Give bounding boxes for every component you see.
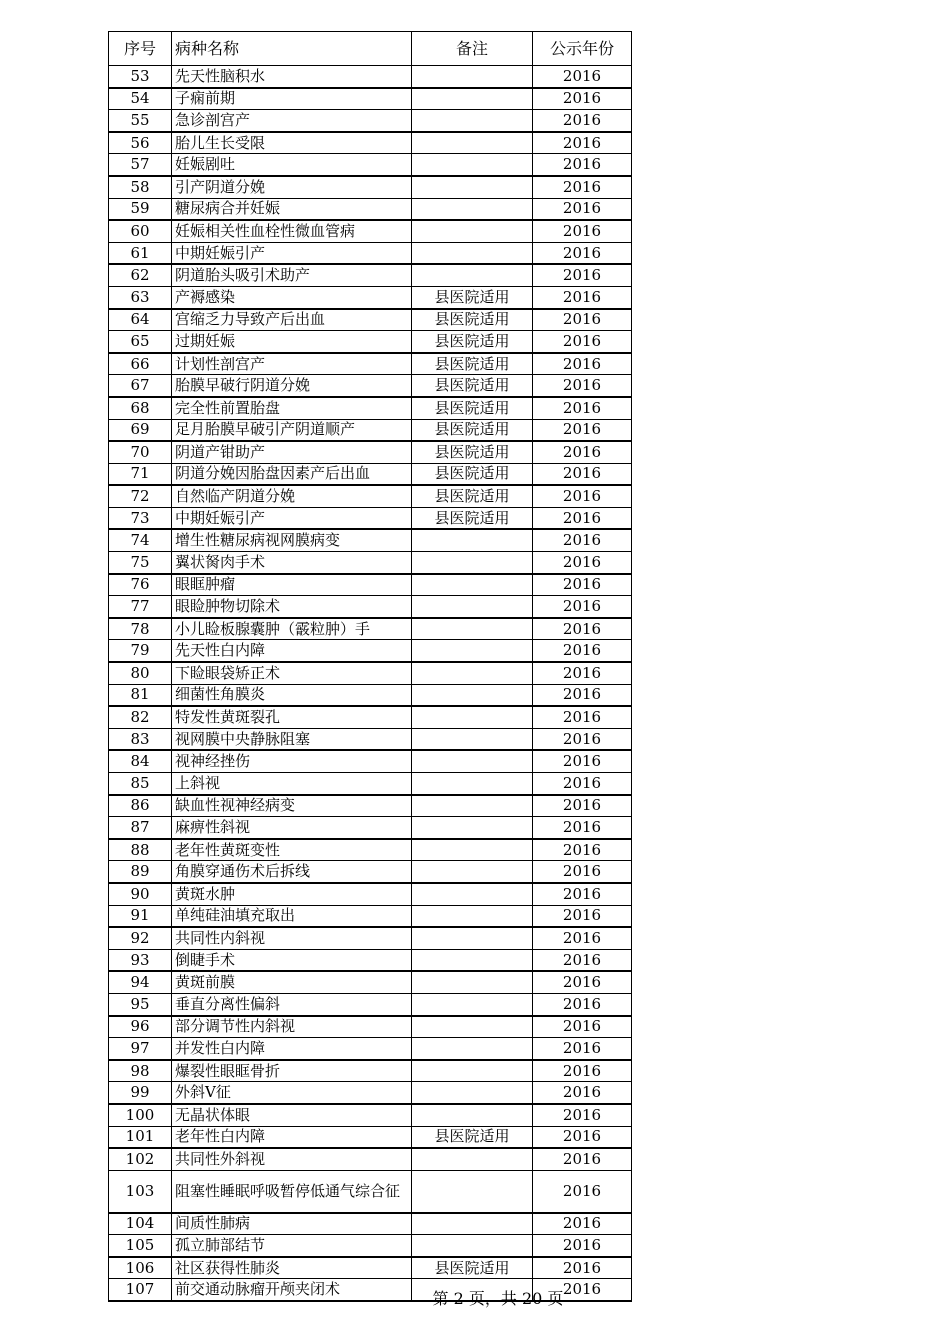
cell-serial-number: 79 bbox=[109, 640, 172, 662]
table-row bbox=[109, 397, 632, 419]
cell-remark: 县医院适用 bbox=[412, 441, 533, 463]
table-row bbox=[109, 993, 632, 1015]
table-row bbox=[109, 1170, 632, 1213]
cell-disease-name: 倒睫手术 bbox=[172, 949, 412, 971]
cell-year: 2016 bbox=[533, 1060, 632, 1082]
cell-disease-name: 老年性黄斑变性 bbox=[172, 839, 412, 861]
cell-disease-name: 完全性前置胎盘 bbox=[172, 397, 412, 419]
cell-disease-name: 阻塞性睡眠呼吸暂停低通气综合征 bbox=[172, 1170, 412, 1213]
table-row bbox=[109, 750, 632, 772]
cell-serial-number: 86 bbox=[109, 795, 172, 817]
cell-remark bbox=[412, 574, 533, 596]
cell-disease-name: 阴道分娩因胎盘因素产后出血 bbox=[172, 463, 412, 485]
cell-disease-name: 角膜穿通伤术后拆线 bbox=[172, 861, 412, 883]
cell-year: 2016 bbox=[533, 1082, 632, 1104]
cell-year: 2016 bbox=[533, 1279, 632, 1301]
table-row bbox=[109, 684, 632, 706]
cell-serial-number: 72 bbox=[109, 485, 172, 507]
cell-year: 2016 bbox=[533, 419, 632, 441]
cell-remark bbox=[412, 264, 533, 286]
cell-serial-number: 81 bbox=[109, 684, 172, 706]
cell-serial-number: 83 bbox=[109, 728, 172, 750]
table-row bbox=[109, 883, 632, 905]
cell-serial-number: 104 bbox=[109, 1213, 172, 1235]
cell-disease-name: 子痫前期 bbox=[172, 88, 412, 110]
cell-serial-number: 91 bbox=[109, 905, 172, 927]
cell-year: 2016 bbox=[533, 154, 632, 176]
table-row bbox=[109, 596, 632, 618]
cell-serial-number: 75 bbox=[109, 552, 172, 574]
cell-disease-name: 外斜V征 bbox=[172, 1082, 412, 1104]
cell-disease-name: 部分调节性内斜视 bbox=[172, 1016, 412, 1038]
cell-remark bbox=[412, 132, 533, 154]
table-row bbox=[109, 706, 632, 728]
cell-remark bbox=[412, 662, 533, 684]
cell-disease-name: 增生性糖尿病视网膜病变 bbox=[172, 529, 412, 551]
cell-serial-number: 56 bbox=[109, 132, 172, 154]
table-row bbox=[109, 1082, 632, 1104]
cell-year: 2016 bbox=[533, 176, 632, 198]
table-row bbox=[109, 419, 632, 441]
cell-remark: 县医院适用 bbox=[412, 353, 533, 375]
cell-disease-name: 眼眶肿瘤 bbox=[172, 574, 412, 596]
cell-remark bbox=[412, 220, 533, 242]
cell-year: 2016 bbox=[533, 1038, 632, 1060]
table-row bbox=[109, 949, 632, 971]
cell-year: 2016 bbox=[533, 1170, 632, 1213]
table-row bbox=[109, 66, 632, 88]
cell-disease-name: 黄斑前膜 bbox=[172, 971, 412, 993]
cell-year: 2016 bbox=[533, 993, 632, 1015]
header-disease-name: 病种名称 bbox=[172, 32, 412, 66]
cell-year: 2016 bbox=[533, 1213, 632, 1235]
table-row bbox=[109, 1235, 632, 1257]
cell-disease-name: 上斜视 bbox=[172, 773, 412, 795]
cell-disease-name: 中期妊娠引产 bbox=[172, 242, 412, 264]
cell-disease-name: 视神经挫伤 bbox=[172, 750, 412, 772]
cell-year: 2016 bbox=[533, 662, 632, 684]
cell-serial-number: 74 bbox=[109, 529, 172, 551]
cell-remark bbox=[412, 176, 533, 198]
cell-year: 2016 bbox=[533, 618, 632, 640]
cell-serial-number: 66 bbox=[109, 353, 172, 375]
cell-serial-number: 58 bbox=[109, 176, 172, 198]
cell-year: 2016 bbox=[533, 331, 632, 353]
cell-year: 2016 bbox=[533, 66, 632, 88]
cell-disease-name: 眼睑肿物切除术 bbox=[172, 596, 412, 618]
table-row bbox=[109, 110, 632, 132]
cell-year: 2016 bbox=[533, 574, 632, 596]
cell-disease-name: 社区获得性肺炎 bbox=[172, 1257, 412, 1279]
cell-disease-name: 中期妊娠引产 bbox=[172, 507, 412, 529]
cell-year: 2016 bbox=[533, 264, 632, 286]
cell-disease-name: 阴道产钳助产 bbox=[172, 441, 412, 463]
table-body bbox=[109, 66, 632, 1302]
cell-remark bbox=[412, 927, 533, 949]
cell-disease-name: 阴道胎头吸引术助产 bbox=[172, 264, 412, 286]
cell-disease-name: 视网膜中央静脉阻塞 bbox=[172, 728, 412, 750]
cell-disease-name: 黄斑水肿 bbox=[172, 883, 412, 905]
cell-serial-number: 57 bbox=[109, 154, 172, 176]
cell-disease-name: 细菌性角膜炎 bbox=[172, 684, 412, 706]
cell-serial-number: 101 bbox=[109, 1126, 172, 1148]
table-row bbox=[109, 132, 632, 154]
cell-year: 2016 bbox=[533, 1104, 632, 1126]
cell-serial-number: 95 bbox=[109, 993, 172, 1015]
cell-disease-name: 妊娠相关性血栓性微血管病 bbox=[172, 220, 412, 242]
table-row bbox=[109, 773, 632, 795]
cell-remark: 县医院适用 bbox=[412, 397, 533, 419]
cell-year: 2016 bbox=[533, 529, 632, 551]
cell-year: 2016 bbox=[533, 684, 632, 706]
cell-remark bbox=[412, 750, 533, 772]
cell-serial-number: 71 bbox=[109, 463, 172, 485]
cell-year: 2016 bbox=[533, 706, 632, 728]
cell-disease-name: 老年性白内障 bbox=[172, 1126, 412, 1148]
cell-remark bbox=[412, 640, 533, 662]
header-serial-number: 序号 bbox=[109, 32, 172, 66]
cell-remark bbox=[412, 861, 533, 883]
cell-disease-name: 无晶状体眼 bbox=[172, 1104, 412, 1126]
cell-disease-name: 共同性内斜视 bbox=[172, 927, 412, 949]
cell-disease-name: 产褥感染 bbox=[172, 286, 412, 308]
table-row bbox=[109, 618, 632, 640]
cell-year: 2016 bbox=[533, 883, 632, 905]
cell-disease-name: 翼状胬肉手术 bbox=[172, 552, 412, 574]
header-remark: 备注 bbox=[412, 32, 533, 66]
cell-serial-number: 85 bbox=[109, 773, 172, 795]
cell-serial-number: 64 bbox=[109, 309, 172, 331]
table-row bbox=[109, 905, 632, 927]
table-row bbox=[109, 971, 632, 993]
cell-remark bbox=[412, 773, 533, 795]
cell-disease-name: 先天性白内障 bbox=[172, 640, 412, 662]
table-row bbox=[109, 198, 632, 220]
cell-remark bbox=[412, 242, 533, 264]
cell-serial-number: 88 bbox=[109, 839, 172, 861]
cell-disease-name: 小儿睑板腺囊肿（霰粒肿）手 bbox=[172, 618, 412, 640]
cell-serial-number: 62 bbox=[109, 264, 172, 286]
cell-remark bbox=[412, 1213, 533, 1235]
cell-remark bbox=[412, 88, 533, 110]
table-row bbox=[109, 176, 632, 198]
cell-year: 2016 bbox=[533, 1126, 632, 1148]
cell-year: 2016 bbox=[533, 220, 632, 242]
cell-year: 2016 bbox=[533, 795, 632, 817]
cell-year: 2016 bbox=[533, 242, 632, 264]
cell-year: 2016 bbox=[533, 1016, 632, 1038]
table-row bbox=[109, 286, 632, 308]
cell-year: 2016 bbox=[533, 353, 632, 375]
cell-year: 2016 bbox=[533, 773, 632, 795]
table-row bbox=[109, 839, 632, 861]
cell-serial-number: 60 bbox=[109, 220, 172, 242]
cell-remark bbox=[412, 993, 533, 1015]
cell-remark bbox=[412, 1038, 533, 1060]
cell-remark bbox=[412, 684, 533, 706]
table-row bbox=[109, 220, 632, 242]
table-row bbox=[109, 1060, 632, 1082]
cell-year: 2016 bbox=[533, 949, 632, 971]
cell-year: 2016 bbox=[533, 927, 632, 949]
cell-remark: 县医院适用 bbox=[412, 331, 533, 353]
table-row bbox=[109, 1257, 632, 1279]
table-row bbox=[109, 264, 632, 286]
cell-disease-name: 缺血性视神经病变 bbox=[172, 795, 412, 817]
cell-year: 2016 bbox=[533, 485, 632, 507]
table-row bbox=[109, 817, 632, 839]
table-row bbox=[109, 463, 632, 485]
cell-remark bbox=[412, 817, 533, 839]
cell-serial-number: 100 bbox=[109, 1104, 172, 1126]
cell-serial-number: 53 bbox=[109, 66, 172, 88]
cell-serial-number: 102 bbox=[109, 1148, 172, 1170]
table-row bbox=[109, 1213, 632, 1235]
cell-serial-number: 77 bbox=[109, 596, 172, 618]
header-row bbox=[109, 32, 632, 66]
cell-remark: 县医院适用 bbox=[412, 419, 533, 441]
cell-year: 2016 bbox=[533, 88, 632, 110]
cell-remark bbox=[412, 154, 533, 176]
cell-serial-number: 89 bbox=[109, 861, 172, 883]
cell-serial-number: 96 bbox=[109, 1016, 172, 1038]
table-row bbox=[109, 574, 632, 596]
table-row bbox=[109, 1104, 632, 1126]
cell-year: 2016 bbox=[533, 309, 632, 331]
cell-year: 2016 bbox=[533, 463, 632, 485]
cell-disease-name: 妊娠剧吐 bbox=[172, 154, 412, 176]
cell-year: 2016 bbox=[533, 971, 632, 993]
cell-disease-name: 足月胎膜早破引产阴道顺产 bbox=[172, 419, 412, 441]
cell-disease-name: 前交通动脉瘤开颅夹闭术 bbox=[172, 1279, 412, 1301]
cell-remark bbox=[412, 1104, 533, 1126]
table-row bbox=[109, 662, 632, 684]
cell-serial-number: 107 bbox=[109, 1279, 172, 1301]
cell-serial-number: 106 bbox=[109, 1257, 172, 1279]
cell-serial-number: 87 bbox=[109, 817, 172, 839]
cell-remark bbox=[412, 728, 533, 750]
table-row bbox=[109, 640, 632, 662]
table-row bbox=[109, 1038, 632, 1060]
cell-disease-name: 单纯硅油填充取出 bbox=[172, 905, 412, 927]
table-row bbox=[109, 441, 632, 463]
table-row bbox=[109, 242, 632, 264]
cell-remark bbox=[412, 618, 533, 640]
cell-remark bbox=[412, 596, 533, 618]
cell-disease-name: 引产阴道分娩 bbox=[172, 176, 412, 198]
page-footer: 第 2 页，共 20 页 bbox=[432, 1289, 564, 1308]
cell-year: 2016 bbox=[533, 1235, 632, 1257]
cell-disease-name: 特发性黄斑裂孔 bbox=[172, 706, 412, 728]
cell-year: 2016 bbox=[533, 1148, 632, 1170]
cell-disease-name: 间质性肺病 bbox=[172, 1213, 412, 1235]
cell-year: 2016 bbox=[533, 750, 632, 772]
cell-serial-number: 70 bbox=[109, 441, 172, 463]
cell-year: 2016 bbox=[533, 905, 632, 927]
cell-disease-name: 过期妊娠 bbox=[172, 331, 412, 353]
cell-serial-number: 67 bbox=[109, 375, 172, 397]
cell-year: 2016 bbox=[533, 861, 632, 883]
cell-remark bbox=[412, 552, 533, 574]
cell-disease-name: 胎儿生长受限 bbox=[172, 132, 412, 154]
cell-disease-name: 先天性脑积水 bbox=[172, 66, 412, 88]
cell-remark bbox=[412, 795, 533, 817]
cell-disease-name: 计划性剖宫产 bbox=[172, 353, 412, 375]
cell-serial-number: 82 bbox=[109, 706, 172, 728]
cell-year: 2016 bbox=[533, 198, 632, 220]
cell-serial-number: 61 bbox=[109, 242, 172, 264]
cell-year: 2016 bbox=[533, 552, 632, 574]
cell-disease-name: 下睑眼袋矫正术 bbox=[172, 662, 412, 684]
cell-year: 2016 bbox=[533, 728, 632, 750]
cell-remark bbox=[412, 905, 533, 927]
table-row bbox=[109, 927, 632, 949]
cell-disease-name: 糖尿病合并妊娠 bbox=[172, 198, 412, 220]
cell-remark bbox=[412, 198, 533, 220]
cell-serial-number: 73 bbox=[109, 507, 172, 529]
table-row bbox=[109, 507, 632, 529]
cell-serial-number: 80 bbox=[109, 662, 172, 684]
cell-serial-number: 92 bbox=[109, 927, 172, 949]
cell-remark: 县医院适用 bbox=[412, 463, 533, 485]
cell-remark: 县医院适用 bbox=[412, 485, 533, 507]
cell-year: 2016 bbox=[533, 839, 632, 861]
cell-disease-name: 麻痹性斜视 bbox=[172, 817, 412, 839]
cell-disease-name: 宫缩乏力导致产后出血 bbox=[172, 309, 412, 331]
cell-remark: 县医院适用 bbox=[412, 1126, 533, 1148]
cell-year: 2016 bbox=[533, 286, 632, 308]
cell-remark bbox=[412, 839, 533, 861]
table-row bbox=[109, 728, 632, 750]
cell-serial-number: 78 bbox=[109, 618, 172, 640]
table-row bbox=[109, 485, 632, 507]
cell-year: 2016 bbox=[533, 110, 632, 132]
cell-remark bbox=[412, 1060, 533, 1082]
cell-serial-number: 93 bbox=[109, 949, 172, 971]
table-row bbox=[109, 88, 632, 110]
table-row bbox=[109, 795, 632, 817]
cell-remark: 县医院适用 bbox=[412, 1257, 533, 1279]
cell-year: 2016 bbox=[533, 640, 632, 662]
cell-remark: 县医院适用 bbox=[412, 309, 533, 331]
cell-serial-number: 63 bbox=[109, 286, 172, 308]
table-row bbox=[109, 375, 632, 397]
table-row bbox=[109, 552, 632, 574]
table-row bbox=[109, 154, 632, 176]
cell-serial-number: 76 bbox=[109, 574, 172, 596]
cell-remark bbox=[412, 1148, 533, 1170]
cell-disease-name: 共同性外斜视 bbox=[172, 1148, 412, 1170]
cell-year: 2016 bbox=[533, 817, 632, 839]
table-row bbox=[109, 353, 632, 375]
cell-remark bbox=[412, 1082, 533, 1104]
cell-remark bbox=[412, 529, 533, 551]
cell-year: 2016 bbox=[533, 132, 632, 154]
cell-disease-name: 孤立肺部结节 bbox=[172, 1235, 412, 1257]
cell-serial-number: 97 bbox=[109, 1038, 172, 1060]
cell-year: 2016 bbox=[533, 596, 632, 618]
cell-disease-name: 自然临产阴道分娩 bbox=[172, 485, 412, 507]
cell-serial-number: 84 bbox=[109, 750, 172, 772]
table-row bbox=[109, 1016, 632, 1038]
cell-serial-number: 105 bbox=[109, 1235, 172, 1257]
cell-remark bbox=[412, 110, 533, 132]
cell-disease-name: 爆裂性眼眶骨折 bbox=[172, 1060, 412, 1082]
cell-serial-number: 55 bbox=[109, 110, 172, 132]
cell-disease-name: 胎膜早破行阴道分娩 bbox=[172, 375, 412, 397]
cell-disease-name: 并发性白内障 bbox=[172, 1038, 412, 1060]
cell-year: 2016 bbox=[533, 397, 632, 419]
cell-remark bbox=[412, 883, 533, 905]
table-row bbox=[109, 861, 632, 883]
cell-remark bbox=[412, 1235, 533, 1257]
cell-remark bbox=[412, 949, 533, 971]
table-row bbox=[109, 1148, 632, 1170]
cell-serial-number: 98 bbox=[109, 1060, 172, 1082]
cell-remark bbox=[412, 66, 533, 88]
cell-serial-number: 103 bbox=[109, 1170, 172, 1213]
cell-remark: 县医院适用 bbox=[412, 507, 533, 529]
cell-remark bbox=[412, 971, 533, 993]
cell-year: 2016 bbox=[533, 507, 632, 529]
header-year: 公示年份 bbox=[533, 32, 632, 66]
cell-serial-number: 65 bbox=[109, 331, 172, 353]
cell-remark: 县医院适用 bbox=[412, 375, 533, 397]
cell-serial-number: 68 bbox=[109, 397, 172, 419]
cell-serial-number: 94 bbox=[109, 971, 172, 993]
cell-disease-name: 垂直分离性偏斜 bbox=[172, 993, 412, 1015]
cell-serial-number: 69 bbox=[109, 419, 172, 441]
table-row bbox=[109, 331, 632, 353]
cell-remark bbox=[412, 1016, 533, 1038]
cell-year: 2016 bbox=[533, 1257, 632, 1279]
cell-serial-number: 59 bbox=[109, 198, 172, 220]
cell-disease-name: 急诊剖宫产 bbox=[172, 110, 412, 132]
cell-year: 2016 bbox=[533, 375, 632, 397]
cell-remark bbox=[412, 706, 533, 728]
cell-year: 2016 bbox=[533, 441, 632, 463]
cell-serial-number: 90 bbox=[109, 883, 172, 905]
disease-table bbox=[108, 31, 632, 1302]
cell-remark bbox=[412, 1170, 533, 1213]
cell-serial-number: 99 bbox=[109, 1082, 172, 1104]
table-row bbox=[109, 1126, 632, 1148]
table-row bbox=[109, 529, 632, 551]
table-row bbox=[109, 309, 632, 331]
cell-serial-number: 54 bbox=[109, 88, 172, 110]
cell-remark: 县医院适用 bbox=[412, 286, 533, 308]
